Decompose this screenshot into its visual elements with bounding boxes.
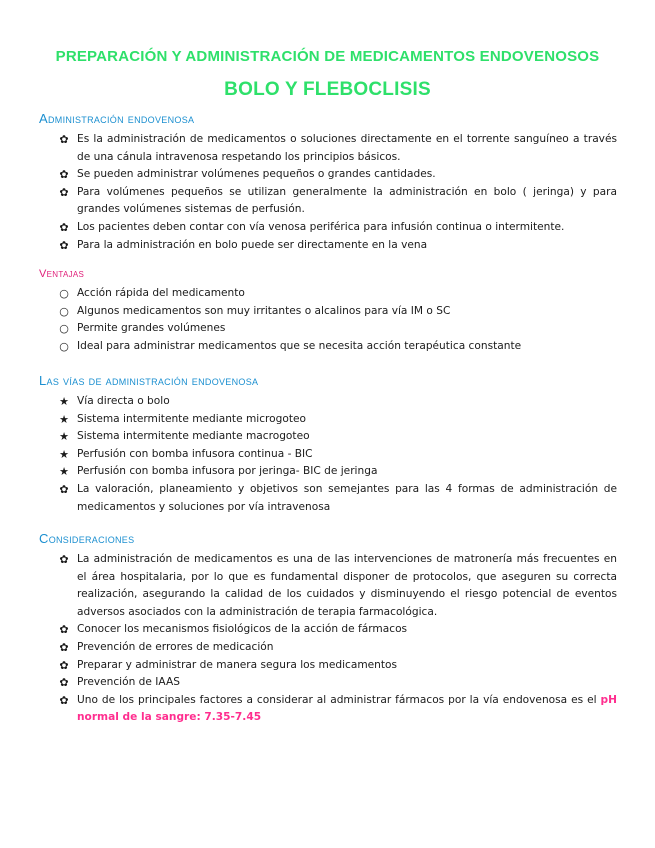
flower-bullet-icon: ✿ <box>59 693 69 707</box>
list-item: ✿ La administración de medicamentos es una de las intervenciones de matronería más frecuentes en el área hospitalaria, por lo que es fundamental disponer de protocolos, que aseguren su correcta realización, asegurando la calidad de los cuidados y disminuyendo el riesgo potencial de eventos adversos asociados con la administración de terapia farmacológica. <box>59 553 617 618</box>
list-item: ★ Sistema intermitente mediante microgoteo <box>39 411 617 429</box>
list-item: ✿ Conocer los mecanismos fisiológicos de la acción de fármacos <box>39 621 617 639</box>
star-bullet-icon: ★ <box>59 447 69 461</box>
list-item: ○ Permite grandes volúmenes <box>39 320 617 338</box>
ph-highlight: pH normal de la sangre: 7.35-7.45 <box>77 693 617 724</box>
list-item: ✿ La valoración, planeamiento y objetivos son semejantes para las 4 formas de administración de medicamentos y soluciones por vía intravenosa <box>59 482 617 513</box>
list-item: ★ Vía directa o bolo <box>39 393 617 411</box>
document-title: PREPARACIÓN Y ADMINISTRACIÓN DE MEDICAMENTOS ENDOVENOSOS <box>55 48 600 65</box>
section-consideraciones <box>39 531 617 727</box>
document-subtitle: BOLO Y FLEBOCLISIS <box>224 79 431 100</box>
flower-bullet-icon: ✿ <box>59 553 69 566</box>
list-item: ✿ Prevención de errores de medicación <box>39 639 617 657</box>
star-bullet-icon: ★ <box>59 465 69 479</box>
bullet-list <box>39 285 617 355</box>
section-vias <box>39 373 617 516</box>
list-item: ✿ Los pacientes deben contar con vía venosa periférica para infusión continua o intermitente. <box>39 219 617 237</box>
star-bullet-icon: ★ <box>59 395 69 408</box>
list-item: ✿ Se pueden administrar volúmenes pequeños o grandes cantidades. <box>39 166 617 184</box>
star-bullet-icon: ★ <box>59 430 69 444</box>
flower-bullet-icon: ✿ <box>59 185 69 199</box>
circle-bullet-icon: ○ <box>59 339 69 353</box>
circle-bullet-icon: ○ <box>59 322 69 336</box>
circle-bullet-icon: ○ <box>59 287 69 300</box>
flower-bullet-icon: ✿ <box>59 676 69 690</box>
circle-bullet-icon: ○ <box>59 304 69 318</box>
section-heading: Ventajas <box>39 268 85 280</box>
list-item: ✿ Para volúmenes pequeños se utilizan generalmente la administración en bolo ( jeringa) y para grandes volúmenes sistemas de perfusión. <box>59 185 617 216</box>
flower-bullet-icon: ✿ <box>59 482 69 496</box>
flower-bullet-icon: ✿ <box>59 220 69 234</box>
list-item: ○ Ideal para administrar medicamentos que se necesita acción terapéutica constante <box>39 338 617 356</box>
bullet-list <box>39 551 617 727</box>
flower-bullet-icon: ✿ <box>59 623 69 637</box>
list-item: ★ Perfusión con bomba infusora continua - BIC <box>39 446 617 464</box>
list-item: ○ Acción rápida del medicamento <box>39 285 617 303</box>
list-item: ✿ Uno de los principales factores a considerar al administrar fármacos por la vía endovenosa es el pH normal de la sangre: 7.35-7.45 <box>59 693 617 724</box>
star-bullet-icon: ★ <box>59 412 69 426</box>
section-heading: Consideraciones <box>39 531 135 546</box>
list-item: ✿ Preparar y administrar de manera segura los medicamentos <box>39 657 617 675</box>
flower-bullet-icon: ✿ <box>59 238 69 252</box>
section-heading: Administración endovenosa <box>39 111 195 126</box>
bullet-list <box>39 131 617 254</box>
bullet-list <box>39 393 617 516</box>
list-item: ★ Perfusión con bomba infusora por jeringa- BIC de jeringa <box>39 463 617 481</box>
flower-bullet-icon: ✿ <box>59 640 69 654</box>
flower-bullet-icon: ✿ <box>59 133 69 146</box>
list-item: ✿ Es la administración de medicamentos o soluciones directamente en el torrente sanguíneo a través de una cánula intravenosa respetando los principios básicos. <box>59 133 617 163</box>
section-ventajas <box>39 268 617 355</box>
list-item: ✿ Prevención de IAAS <box>39 674 617 692</box>
section-administracion <box>39 111 617 254</box>
list-item: ✿ Para la administración en bolo puede ser directamente en la vena <box>39 237 617 255</box>
flower-bullet-icon: ✿ <box>59 658 69 672</box>
section-heading: Las vías de administración endovenosa <box>39 373 259 388</box>
list-item: ○ Algunos medicamentos son muy irritantes o alcalinos para vía IM o SC <box>39 303 617 321</box>
list-item: ★ Sistema intermitente mediante macrogoteo <box>39 428 617 446</box>
flower-bullet-icon: ✿ <box>59 168 69 182</box>
